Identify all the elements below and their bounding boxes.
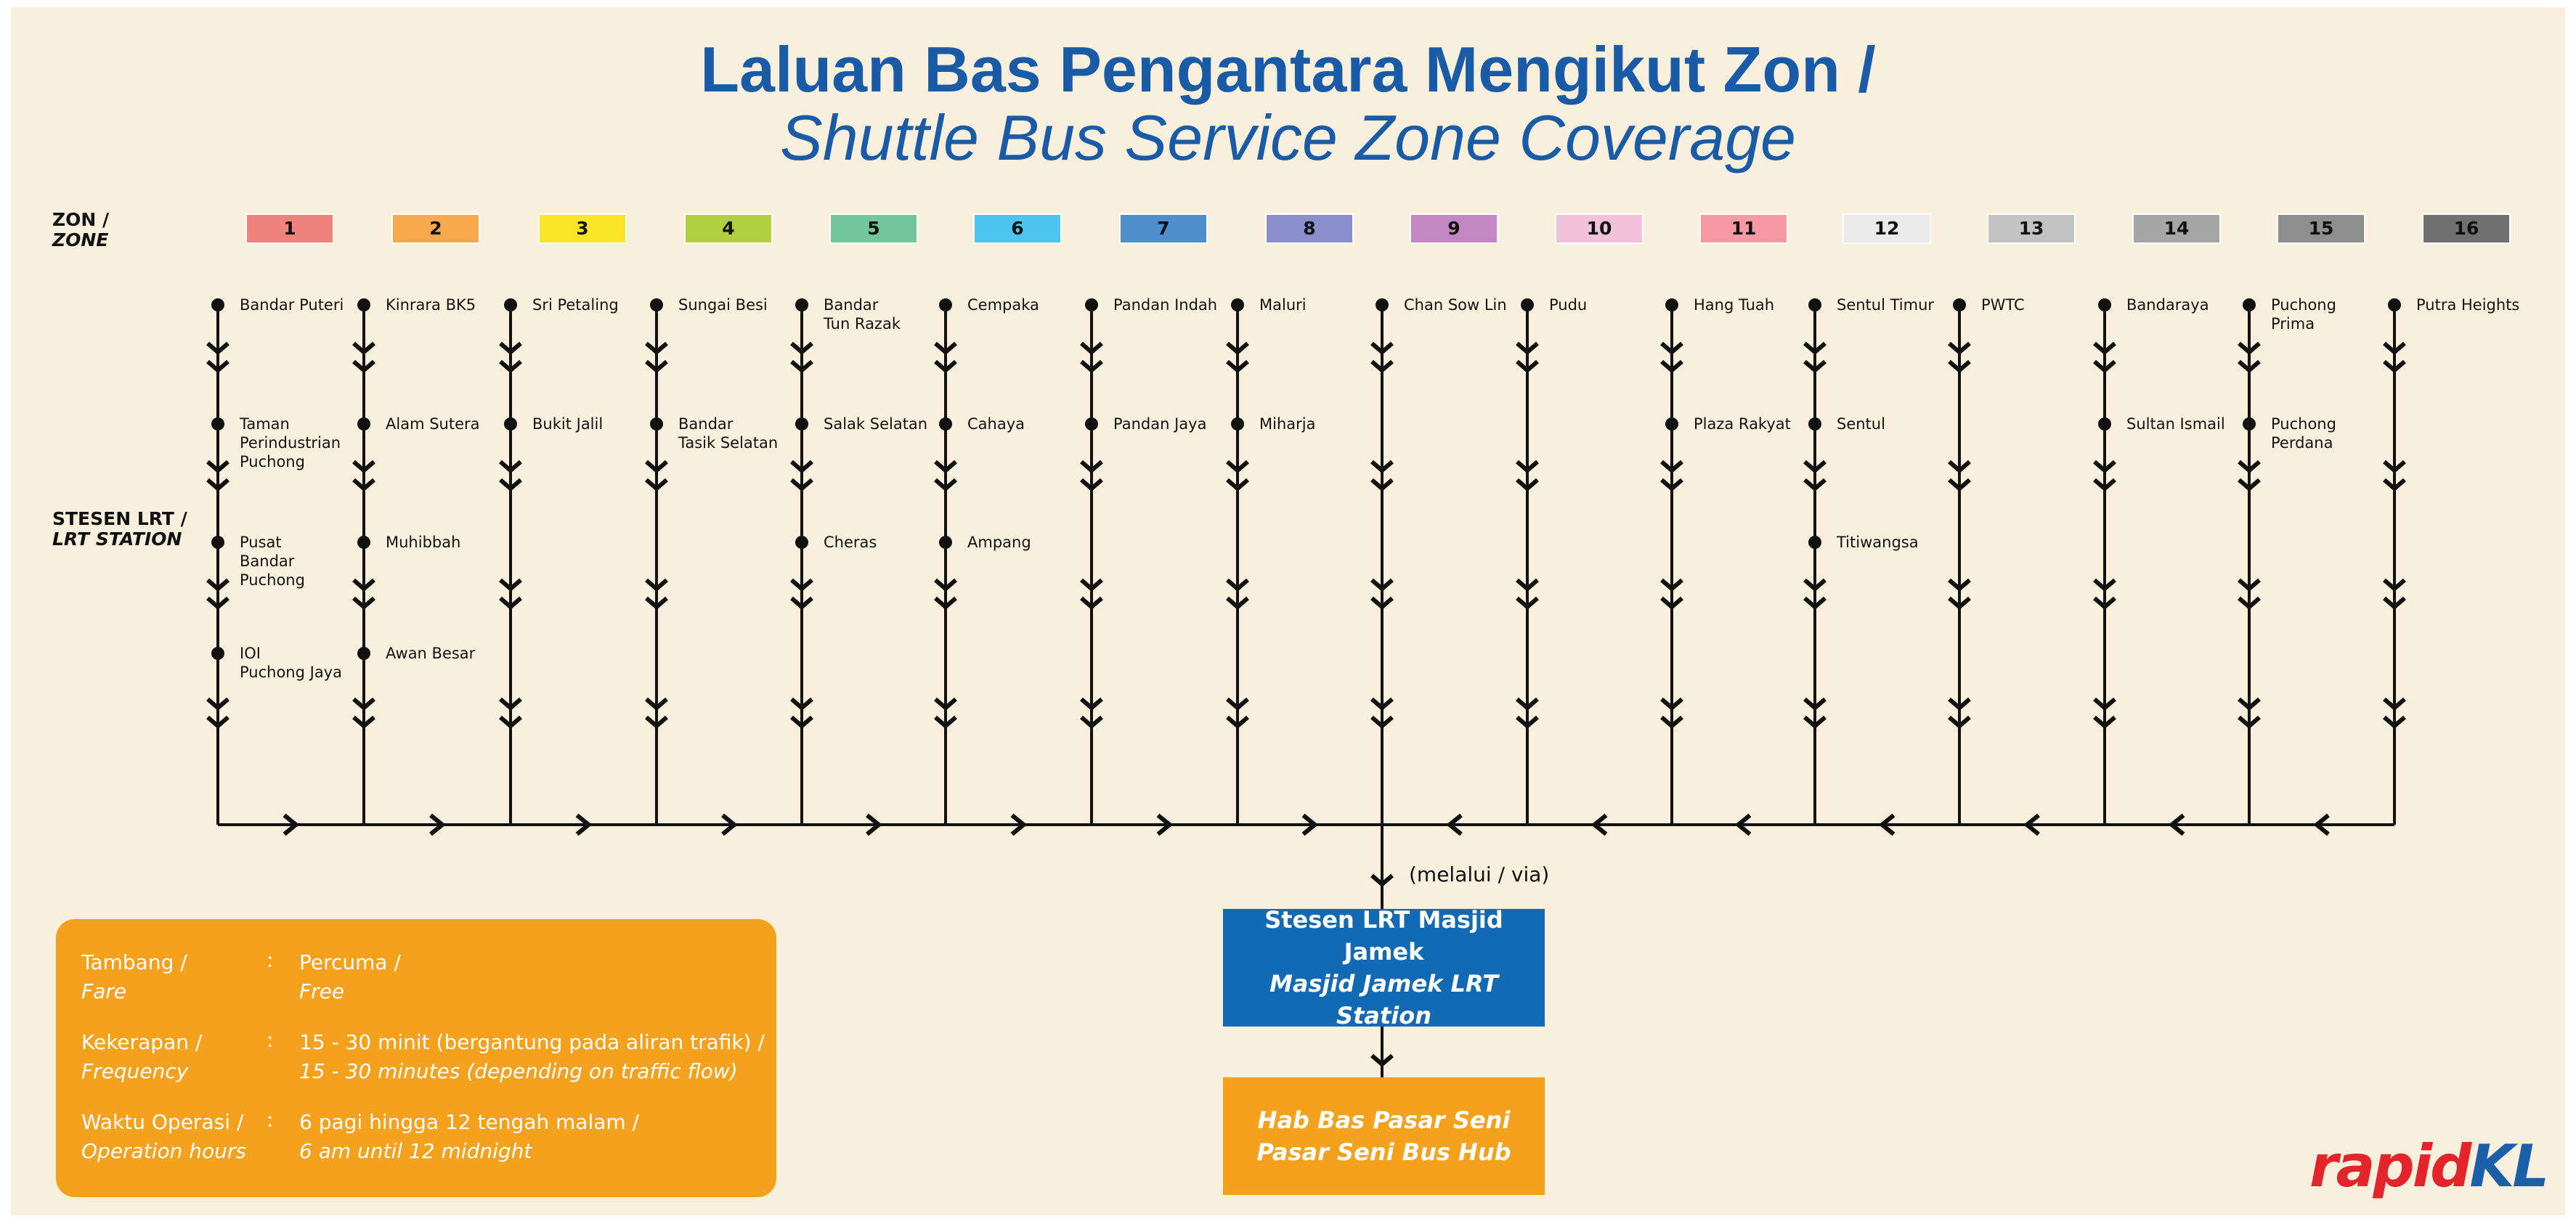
zone-9-station-1: Chan Sow Lin xyxy=(1404,296,1507,314)
frequency-separator: : xyxy=(267,1028,274,1052)
zone-16-station-dot-1 xyxy=(2388,298,2401,311)
zone-6-station-dot-2 xyxy=(939,417,952,431)
zone-3-station-dot-1 xyxy=(504,298,517,311)
destination-masjid-jamek-english: Masjid Jamek LRT Station xyxy=(1269,970,1498,1029)
zone-3-station-1: Sri Petaling xyxy=(532,296,619,314)
zone-label-english: ZONE xyxy=(52,229,109,250)
zone-2-station-dot-3 xyxy=(357,536,370,549)
zone-12-station-dot-2 xyxy=(1808,417,1821,431)
operation-hours-label: Waktu Operasi / Operation hours xyxy=(81,1110,246,1163)
zone-7-station-1: Pandan Indah xyxy=(1113,296,1218,314)
zone-1-station-dot-2 xyxy=(211,417,224,431)
fare-label: Tambang / Fare xyxy=(81,950,187,1003)
zone-12-swatch: 12 xyxy=(1842,213,1931,244)
zone-16-station-1: Putra Heights xyxy=(2416,296,2520,314)
zone-1-station-dot-4 xyxy=(211,647,224,660)
station-label-malay: STESEN LRT / xyxy=(52,508,187,529)
zone-15-station-dot-2 xyxy=(2243,417,2256,431)
zone-2-station-dot-4 xyxy=(357,647,370,660)
zone-12-station-dot-1 xyxy=(1808,298,1821,311)
zone-5-station-dot-3 xyxy=(795,536,808,549)
zone-8-swatch: 8 xyxy=(1265,213,1354,244)
zone-11-swatch: 11 xyxy=(1699,213,1788,244)
fare-value: Percuma / Free xyxy=(299,950,401,1003)
zone-1-swatch: 1 xyxy=(245,213,334,244)
zone-6-station-3: Ampang xyxy=(967,534,1031,551)
zone-11-station-dot-1 xyxy=(1665,298,1678,311)
frequency-value: 15 - 30 minit (bergantung pada aliran trafik) / 15 - 30 minutes (depending on traffic flow) xyxy=(299,1030,765,1083)
frequency-label: Kekerapan / Frequency xyxy=(81,1030,203,1083)
zone-2-swatch: 2 xyxy=(391,213,480,244)
zone-1-station-dot-3 xyxy=(211,536,224,549)
zone-7-station-dot-1 xyxy=(1085,298,1098,311)
zone-9-swatch: 9 xyxy=(1410,213,1498,244)
zone-8-station-2: Miharja xyxy=(1259,415,1316,433)
zone-3-station-dot-2 xyxy=(504,417,517,431)
zone-5-swatch: 5 xyxy=(829,213,918,244)
zone-4-station-2: Bandar Tasik Selatan xyxy=(678,415,779,452)
zone-2-station-1: Kinrara BK5 xyxy=(386,296,476,314)
zone-5-station-3: Cheras xyxy=(824,534,877,551)
zone-10-swatch: 10 xyxy=(1555,213,1643,244)
rapidkl-logo: rapidKL xyxy=(2309,1133,2548,1200)
destination-masjid-jamek xyxy=(1223,906,1545,1029)
zone-14-station-2: Sultan Ismail xyxy=(2126,415,2225,433)
zone-7-station-2: Pandan Jaya xyxy=(1113,415,1207,433)
zone-6-station-1: Cempaka xyxy=(967,296,1039,314)
zone-1-station-4: IOI Puchong Jaya xyxy=(240,645,342,681)
zone-5-station-2: Salak Selatan xyxy=(824,415,928,433)
zone-15-station-2: Puchong Perdana xyxy=(2271,415,2336,452)
zone-9-station-dot-1 xyxy=(1376,298,1389,311)
zone-14-station-1: Bandaraya xyxy=(2126,296,2209,314)
zone-14-station-dot-2 xyxy=(2098,417,2111,431)
zone-2-station-2: Alam Sutera xyxy=(386,415,480,433)
zone-6-station-2: Cahaya xyxy=(967,415,1025,433)
zone-4-station-dot-2 xyxy=(650,417,663,431)
zone-4-swatch: 4 xyxy=(684,213,773,244)
zone-11-station-1: Hang Tuah xyxy=(1694,296,1775,314)
destination-pasar-seni-malay: Hab Bas Pasar Seni xyxy=(1257,1106,1511,1134)
zone-2-station-dot-2 xyxy=(357,417,370,431)
zone-14-station-dot-1 xyxy=(2098,298,2111,311)
zone-13-station-1: PWTC xyxy=(1981,296,2025,314)
zone-15-swatch: 15 xyxy=(2277,213,2365,244)
zone-15-station-1: Puchong Prima xyxy=(2271,296,2336,332)
zone-1-station-2: Taman Perindustrian Puchong xyxy=(240,415,341,470)
destination-pasar-seni-english: Pasar Seni Bus Hub xyxy=(1256,1138,1511,1166)
zone-1-station-3: Pusat Bandar Puchong xyxy=(240,534,305,589)
title-malay: Laluan Bas Pengantara Mengikut Zon / xyxy=(700,33,1876,105)
destination-masjid-jamek-malay: Stesen LRT Masjid Jamek xyxy=(1264,906,1503,966)
zone-10-station-1: Pudu xyxy=(1549,296,1588,314)
zone-3-station-2: Bukit Jalil xyxy=(532,415,604,433)
zone-12-station-1: Sentul Timur xyxy=(1837,296,1935,314)
zone-6-swatch: 6 xyxy=(973,213,1062,244)
destination-pasar-seni xyxy=(1223,1077,1545,1195)
zone-1-station-dot-1 xyxy=(211,298,224,311)
zone-16-swatch: 16 xyxy=(2422,213,2511,244)
zone-5-station-dot-1 xyxy=(795,298,808,311)
zone-2-station-dot-1 xyxy=(357,298,370,311)
zone-12-station-2: Sentul xyxy=(1837,415,1885,433)
station-label-english: LRT STATION xyxy=(52,529,182,550)
zone-11-station-dot-2 xyxy=(1665,417,1678,431)
operation-hours-value: 6 pagi hingga 12 tengah malam / 6 am until 12 midnight xyxy=(299,1110,640,1163)
zone-12-station-3: Titiwangsa xyxy=(1837,534,1919,551)
zone-8-station-dot-1 xyxy=(1231,298,1244,311)
info-box xyxy=(56,919,776,1197)
zone-10-station-dot-1 xyxy=(1521,298,1534,311)
zone-4-station-dot-1 xyxy=(650,298,663,311)
zone-15-station-dot-1 xyxy=(2243,298,2256,311)
zone-8-station-1: Maluri xyxy=(1259,296,1307,314)
fare-separator: : xyxy=(267,948,274,972)
zone-label-malay: ZON / xyxy=(52,209,110,230)
zone-6-station-dot-1 xyxy=(939,298,952,311)
title-english: Shuttle Bus Service Zone Coverage xyxy=(780,102,1796,174)
zone-7-swatch: 7 xyxy=(1119,213,1208,244)
zone-3-swatch: 3 xyxy=(538,213,627,244)
zone-14-swatch: 14 xyxy=(2132,213,2221,244)
zone-8-station-dot-2 xyxy=(1231,417,1244,431)
zone-13-swatch: 13 xyxy=(1987,213,2076,244)
zone-7-station-dot-2 xyxy=(1085,417,1098,431)
operation-hours-separator: : xyxy=(267,1108,274,1132)
zone-2-station-4: Awan Besar xyxy=(386,645,476,662)
zone-1-station-1: Bandar Puteri xyxy=(240,296,344,314)
zone-13-station-dot-1 xyxy=(1953,298,1966,311)
zone-2-station-3: Muhibbah xyxy=(386,534,461,551)
zone-11-station-2: Plaza Rakyat xyxy=(1694,415,1791,433)
zone-12-station-dot-3 xyxy=(1808,536,1821,549)
zone-4-station-1: Sungai Besi xyxy=(678,296,768,314)
zone-6-station-dot-3 xyxy=(939,536,952,549)
zone-5-station-1: Bandar Tun Razak xyxy=(824,296,901,332)
via-label: (melalui / via) xyxy=(1409,862,1550,886)
zone-5-station-dot-2 xyxy=(795,417,808,431)
